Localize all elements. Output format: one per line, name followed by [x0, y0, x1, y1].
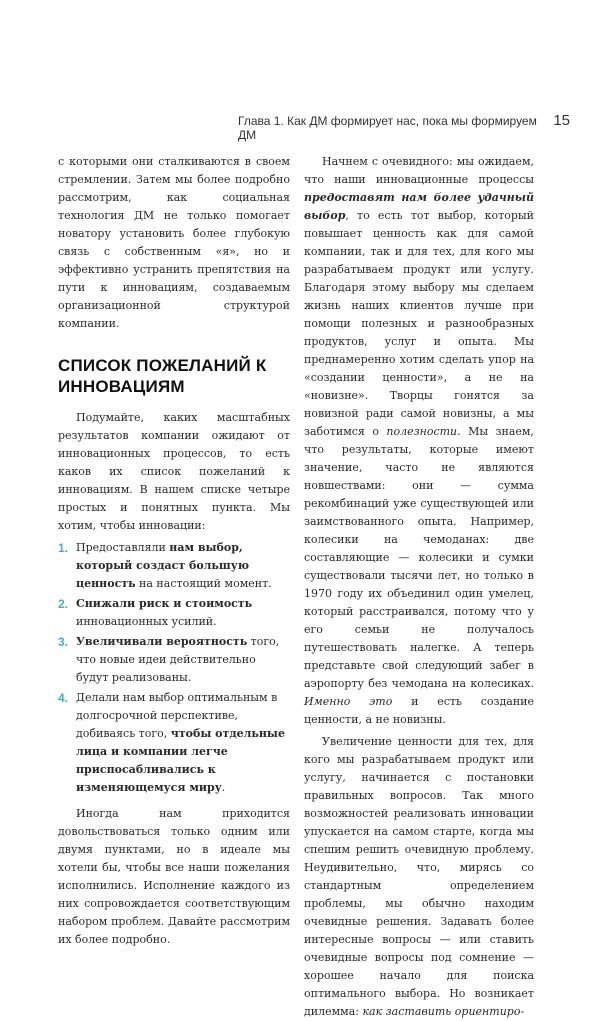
list-number: 1.: [58, 541, 69, 555]
text-run: . Мы знаем, что результаты, которые имеют значение, часто не являются новшествами: они — сумма рекомбинаций уже существующей или заимствованного опыта. Например, колесики на чемоданах: две составляющие — колесики и сумки существовали тысячи лет, но только в 1970 году их объединил один умелец, который расстраивался, потому что у его семьи не получалось путешествовать налегке. А теперь представьте свой следующий забег в аэропорту без чемодана на колесиках.: [304, 425, 534, 690]
item-text: Делали нам выбор оптимальным в долгосрочной перспективе, добиваясь того,: [76, 691, 278, 740]
list-number: 2.: [58, 597, 69, 611]
paragraph-closing: Иногда нам приходится довольствоваться только одним или двумя пунктами, но в идеале мы хотели бы, чтобы все наши пожелания исполнились. Исполнение каждого из них сопровождается соответствующим набором проблем. Давайте рассмотрим их более подробно.: [58, 807, 290, 946]
paragraph-continuation: с которыми они сталкиваются в своем стремлении. Затем мы более подробно рассмотрим, как социальная технология ДМ не только помогает новатору установить более глубокую связь с собственным «я», но и эффективно устранить препятствия на пути к инновациям, создаваемым организационной структурой компании.: [58, 155, 290, 330]
chapter-title: Глава 1. Как ДМ формирует нас, пока мы формируем ДМ: [238, 114, 537, 142]
item-text: на настоящий момент.: [135, 577, 272, 590]
list-item: [58, 689, 290, 797]
emphasis-text: полезности: [386, 425, 458, 438]
list-item: [58, 539, 290, 593]
text-run: и есть создание ценности, а не новизны.: [304, 695, 535, 726]
page-number: 15: [553, 112, 570, 129]
wish-list: [58, 539, 290, 797]
section-heading: СПИСОК ПОЖЕЛАНИЙ К ИННОВАЦИЯМ: [58, 356, 267, 396]
text-run: Начнем с очевидного: мы ожидаем, что наши инновационные процессы: [304, 155, 534, 186]
emphasis-text: как заставить ориентиро-: [362, 1005, 525, 1018]
emphasis-text: предоставят нам более удачный выбор: [304, 191, 534, 222]
list-item: [58, 633, 290, 687]
left-column: [58, 153, 290, 949]
running-header: [238, 112, 570, 142]
emphasis-text: Именно это: [304, 695, 393, 708]
list-item: [58, 595, 290, 631]
item-text: Предоставляли: [76, 541, 170, 554]
item-bold-text: чтобы отдельные лица и компании легче приспосабливались к изменяющемуся миру: [76, 727, 285, 794]
item-bold-text: Увеличивали вероятность: [76, 635, 248, 648]
paragraph-intro: Подумайте, каких масштабных результатов компании ожидают от инновационных процессов, то есть каков их список пожеланий к инновациям. В нашем списке четыре простых и понятных пункта. Мы хотим, чтобы инновации:: [58, 411, 290, 532]
text-run: , то есть тот выбор, который повышает ценность как для самой компании, так и для тех, для кого мы разрабатываем продукт или услугу. Благодаря этому выбору мы сделаем жизнь наших клиентов лучше при помощи полезных и разнообразных продуктов, услуг и опыта. Мы преднамеренно хотим сделать упор на «создании ценности», а не на «новизне». Творцы гонятся за новизной ради самой новизны, а мы заботимся о: [304, 209, 534, 438]
item-bold-text: Снижали риск и стоимость: [76, 597, 253, 610]
item-text: .: [221, 781, 226, 794]
list-number: 3.: [58, 635, 69, 649]
paragraph-value: [304, 153, 534, 729]
item-bold-text: нам выбор, который создаст большую ценность: [76, 541, 250, 590]
right-column: [304, 153, 534, 1021]
item-text: того, что новые идеи действительно будут реализованы.: [76, 635, 280, 684]
paragraph-questions: [304, 733, 534, 1021]
item-text: инновационных усилий.: [76, 615, 217, 628]
list-number: 4.: [58, 691, 69, 705]
text-run: Увеличение ценности для тех, для кого мы разрабатываем продукт или услугу, начинается с постановки правильных вопросов. Так много возможностей реализовать инновации упускается на самом старте, когда мы спешим решить очевидную проблему. Неудивительно, что, мирясь со стандартным определением проблемы, мы обычно находим очевидные решения. Задавать более интересные вопросы — или ставить очевидные вопросы под сомнение — хорошее начало для поиска оптимального выбора. Но возникает дилемма:: [304, 735, 534, 1018]
